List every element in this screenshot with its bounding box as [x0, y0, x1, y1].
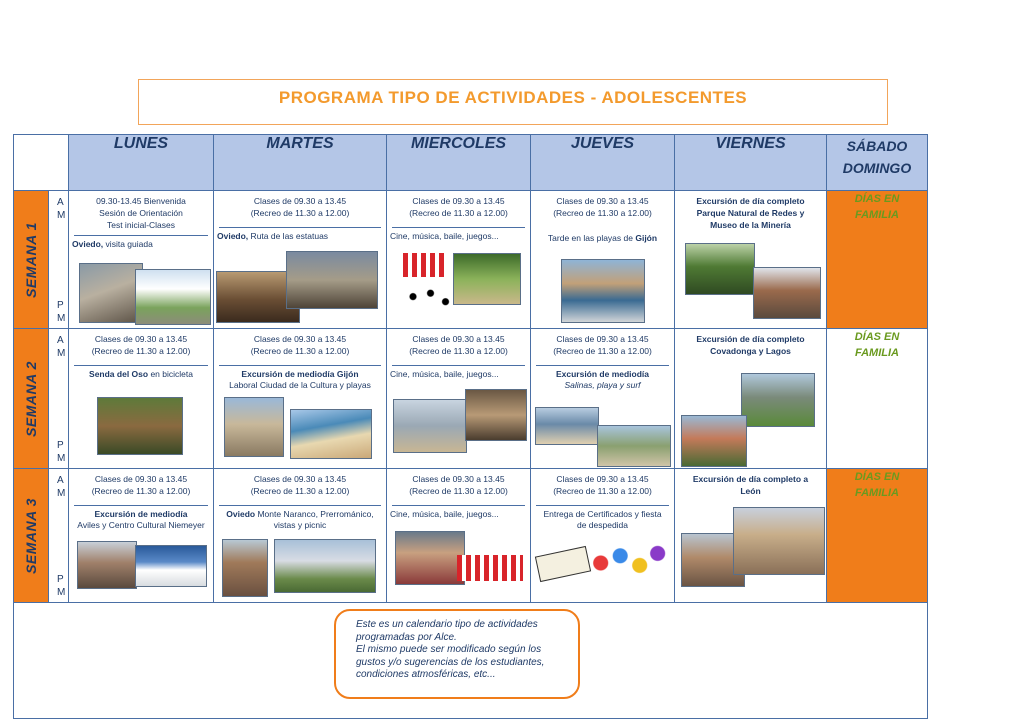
photo-music-group: [465, 389, 527, 441]
cell-w1-lunes: 09.30-13.45 Bienvenida Sesión de Orientación Test inicial-Clases Oviedo, visita guiada: [69, 191, 214, 329]
cell-w1-martes: Clases de 09.30 a 13.45 (Recreo de 11.30 a 12.00) Oviedo, Ruta de las estatuas: [214, 191, 387, 329]
photo-folk-dance: [395, 531, 465, 585]
cell-w2-jueves: Clases de 09.30 a 13.45 (Recreo de 11.30 a 12.00) Excursión de mediodía Salinas, playa y surf: [531, 329, 675, 469]
day-header-martes: MARTES: [214, 135, 387, 191]
dancers-icon: [403, 283, 453, 317]
weekend-w2: DÍAS EN FAMILIA: [827, 329, 928, 469]
popcorn-film-icon: [403, 253, 447, 277]
weekend-head-line2: DOMINGO: [842, 160, 912, 176]
cell-w1-jueves: Clases de 09.30 a 13.45 (Recreo de 11.30 a 12.00) Tarde en las playas de Gijón: [531, 191, 675, 329]
photo-covadonga-basilica: [681, 415, 747, 467]
certificate-icon: [535, 546, 591, 582]
cell-w2-lunes: Clases de 09.30 a 13.45 (Recreo de 11.30 a 12.00) Senda del Oso en bicicleta: [69, 329, 214, 469]
day-header-weekend: [827, 135, 928, 191]
party-balloons-icon: [589, 539, 667, 587]
corner-cell: [14, 135, 69, 191]
week-label-2: SEMANA 2: [14, 329, 49, 469]
photo-oviedo-statue: [79, 263, 143, 323]
am-pm-marker: A M P M: [49, 469, 69, 603]
photo-oviedo-street: [135, 269, 211, 325]
cell-w1-miercoles: Clases de 09.30 a 13.45 (Recreo de 11.30 a 12.00) Cine, música, baile, juegos...: [387, 191, 531, 329]
am-pm-marker: A M P M: [49, 329, 69, 469]
photo-redes-park: [685, 243, 755, 295]
day-header-jueves: JUEVES: [531, 135, 675, 191]
photo-gijon-harbor: [561, 259, 645, 323]
cell-w3-jueves: Clases de 09.30 a 13.45 (Recreo de 11.30 a 12.00) Entrega de Certificados y fiesta de despedida: [531, 469, 675, 603]
photo-covadonga-lakes: [741, 373, 815, 427]
cell-w3-viernes: Excursión de día completo a León: [675, 469, 827, 603]
week-label-1: SEMANA 1: [14, 191, 49, 329]
photo-gijon-beach: [290, 409, 372, 459]
note-box: Este es un calendario tipo de actividades programadas por Alce. El mismo puede ser modificado según los gustos y/o sugerencias de los estudiantes, condiciones atmosféricas, etc...: [334, 609, 580, 699]
page-title: PROGRAMA TIPO DE ACTIVIDADES - ADOLESCENTES: [278, 88, 748, 107]
weekend-w1: DÍAS EN FAMILIA: [827, 191, 928, 329]
photo-outdoor-games: [453, 253, 521, 305]
cell-w3-martes: Clases de 09.30 a 13.45 (Recreo de 11.30 a 12.00) Oviedo Monte Naranco, Prerrománico, vistas y picnic: [214, 469, 387, 603]
am-pm-marker: A M P M: [49, 191, 69, 329]
weekend-head-line1: SÁBADO: [846, 138, 908, 154]
photo-prerromanico: [222, 539, 268, 597]
day-header-viernes: VIERNES: [675, 135, 827, 191]
popcorn-film-icon: [457, 555, 523, 581]
photo-monte-naranco: [274, 539, 376, 593]
photo-mining-museum: [753, 267, 821, 319]
cell-w3-miercoles: Clases de 09.30 a 13.45 (Recreo de 11.30 a 12.00) Cine, música, baile, juegos...: [387, 469, 531, 603]
cell-w2-miercoles: Clases de 09.30 a 13.45 (Recreo de 11.30 a 12.00) Cine, música, baile, juegos...: [387, 329, 531, 469]
title-box: [138, 79, 888, 125]
day-header-miercoles: MIERCOLES: [387, 135, 531, 191]
day-header-lunes: LUNES: [69, 135, 214, 191]
photo-statue-cathedral: [286, 251, 378, 309]
cell-w2-martes: Clases de 09.30 a 13.45 (Recreo de 11.30 a 12.00) Excursión de mediodía Gijón Laboral Ciudad de la Cultura y playas: [214, 329, 387, 469]
photo-aviles-street: [77, 541, 137, 589]
cell-w3-lunes: Clases de 09.30 a 13.45 (Recreo de 11.30 a 12.00) Excursión de mediodía Aviles y Centro Cultural Niemeyer: [69, 469, 214, 603]
cell-w2-viernes: Excursión de día completo Covadonga y Lagos: [675, 329, 827, 469]
weekend-w3: DÍAS EN FAMILIA: [827, 469, 928, 603]
week-label-3: SEMANA 3: [14, 469, 49, 603]
photo-salinas-beach: [535, 407, 599, 445]
photo-laboral-gijon: [224, 397, 284, 457]
photo-niemeyer-center: [135, 545, 207, 587]
photo-leon-cathedral: [733, 507, 825, 575]
photo-senda-del-oso: [97, 397, 183, 455]
cell-w1-viernes: Excursión de día completo Parque Natural de Redes y Museo de la Minería: [675, 191, 827, 329]
photo-beach-games: [393, 399, 467, 453]
photo-surf-group: [597, 425, 671, 467]
